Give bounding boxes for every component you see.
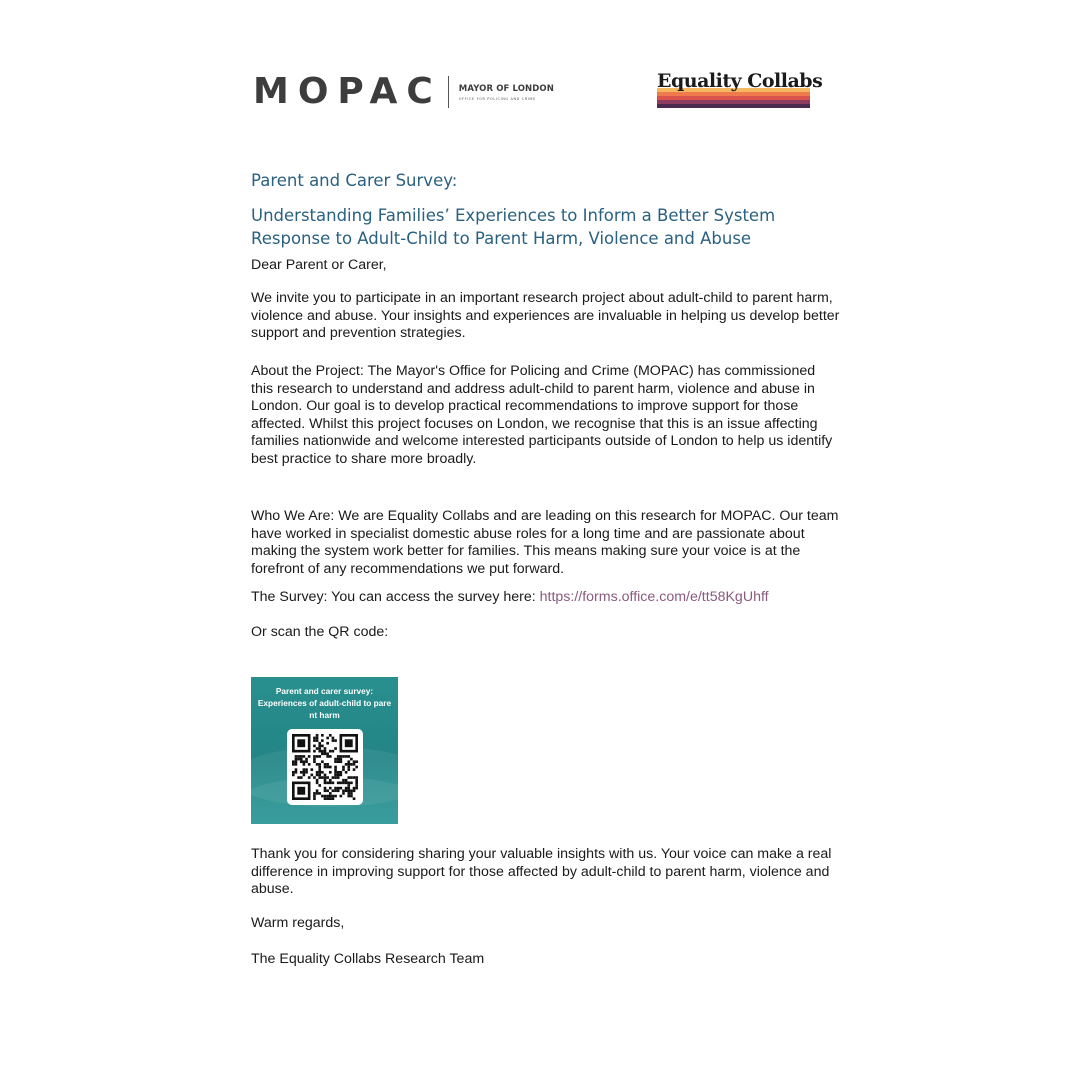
- about-paragraph: About the Project: The Mayor's Office for Policing and Crime (MOPAC) has commissioned this research to understand and address adult-child to parent harm, violence and abuse in London. Our goal is to develop practical recommendations to improve support for those affected. Whilst this project focuses on London, we recognise that this is an issue affecting families nationwide and welcome interested participants outside of London to help us identify best practice to share more broadly.: [251, 363, 833, 467]
- equality-collabs-wordmark: Equality Collabs: [657, 70, 823, 92]
- qr-caption-line: nt harm: [309, 710, 340, 720]
- qr-caption: [251, 685, 398, 721]
- mayor-of-london-block: [459, 84, 554, 101]
- mayor-of-london-title: MAYOR OF LONDON: [458, 83, 554, 94]
- survey-link[interactable]: https://forms.office.com/e/tt58KgUhff: [539, 589, 769, 605]
- signature: The Equality Collabs Research Team: [251, 951, 485, 967]
- page-subtitle: Understanding Families’ Experiences to Inform a Better System Response to Adult-Child to Parent Harm, Violence and Abuse: [251, 206, 776, 248]
- logo-stripe: [657, 104, 810, 108]
- greeting: Dear Parent or Carer,: [251, 257, 387, 273]
- who-we-are-paragraph: Who We Are: We are Equality Collabs and are leading on this research for MOPAC. Our team have worked in specialist domestic abuse roles for a long time and are passionate about making the system work better for families. This means making sure your voice is at the forefront of any recommendations we put forward.: [251, 508, 839, 577]
- qr-caption-line: Experiences of adult-child to pare: [257, 698, 392, 708]
- thanks-paragraph: Thank you for considering sharing your valuable insights with us. Your voice can make a real difference in improving support for those affected by adult-child to parent harm, violence and abuse.: [251, 846, 832, 897]
- survey-paragraph: [251, 589, 841, 607]
- qr-finder-pattern: [297, 739, 305, 747]
- equality-collabs-logo: [657, 70, 823, 108]
- mayor-of-london-subtitle: OFFICE FOR POLICING AND CRIME: [458, 96, 536, 101]
- qr-finder-pattern: [297, 787, 305, 795]
- qr-caption-line: Parent and carer survey:: [275, 686, 374, 696]
- mopac-wordmark: MOPAC: [253, 71, 442, 112]
- intro-paragraph: We invite you to participate in an important research project about adult-child to parent harm, violence and abuse. Your insights and experiences are invaluable in helping us develop better support and prevention strategies.: [251, 290, 840, 341]
- qr-finder-pattern: [345, 739, 353, 747]
- survey-label: The Survey: You can access the survey here:: [251, 589, 540, 605]
- closing: Warm regards,: [251, 915, 345, 931]
- mopac-logo: [253, 71, 554, 112]
- logo-divider: [448, 76, 449, 108]
- qr-code-card[interactable]: [251, 677, 398, 824]
- page-title: Parent and Carer Survey:: [251, 171, 458, 190]
- qr-code-icon: [292, 734, 358, 800]
- qr-code[interactable]: [287, 729, 363, 805]
- qr-prompt: Or scan the QR code:: [251, 624, 389, 640]
